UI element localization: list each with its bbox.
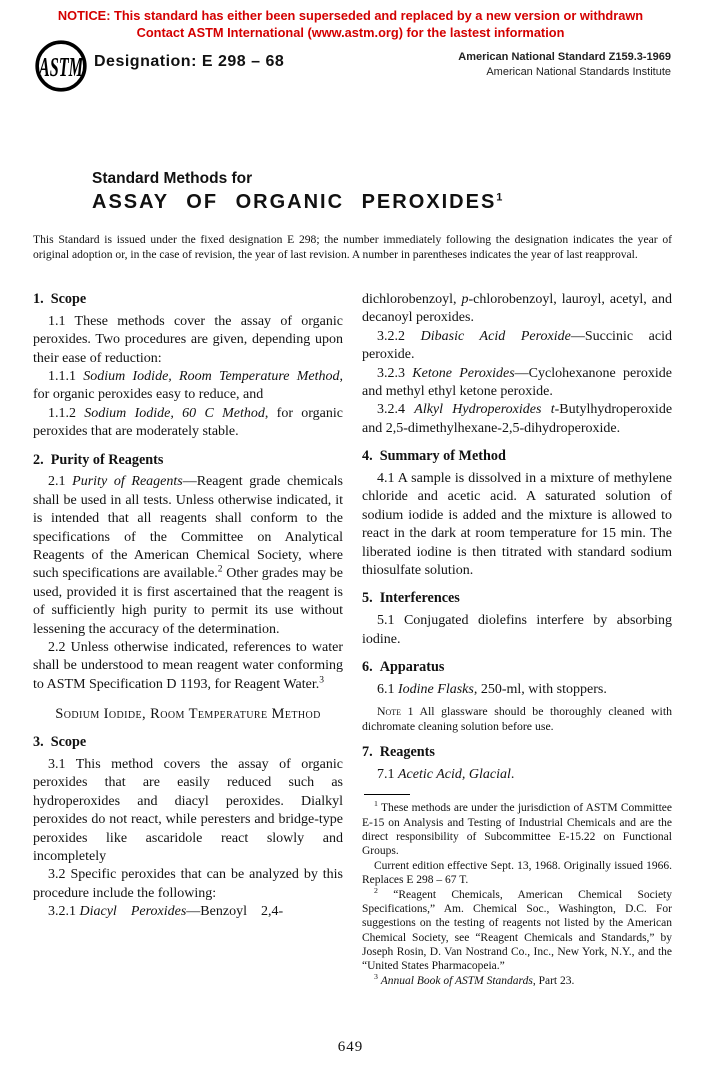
title-block [92, 170, 502, 214]
paragraph-6-1: 6.1 Iodine Flasks, 250-ml, with stoppers. [377, 681, 607, 697]
footnote-2: $^2$ “Reagent Chemicals, American Chemical Society Specifications,” Am. Chemical Soc., Washington, D.C. For suggestions on the testing of reagents not listed by the American Chemical Society, see “Reagent Chemicals and Standards,” by Joseph Rosin, D. Van Nostrand Co., Inc., New York, N.Y., and the “United States Pharmacopeia.” [362, 885, 672, 973]
paragraph-3-2-1-continued: dichlorobenzoyl, p-chlorobenzoyl, lauroyl, acetyl, and decanoyl peroxides. [362, 292, 672, 326]
svg-text:ASTM: ASTM [38, 51, 84, 83]
paragraph-3-2: 3.2 Specific peroxides that can be analyzed by this procedure include the following: [33, 867, 343, 901]
title-footnote-ref: 1 [496, 191, 503, 204]
designation-line [94, 53, 284, 71]
footnote-1-edition: Current edition effective Sept. 13, 1968. Originally issued 1966. Replaces E 298 – 67 T. [362, 859, 672, 887]
footnote-1: $^1$ These methods are under the jurisdiction of ASTM Committee E-15 on Analysis and Testing of Industrial Chemicals and are the direct responsibility of Subcommittee E-15.22 on Functional Groups. [362, 799, 672, 858]
note-1: Note 1 All glassware should be thoroughly cleaned with dichromate cleaning solution before use. [362, 704, 672, 734]
footnote-3: $^3$ Annual Book of ASTM Standards, Part 23. [374, 971, 575, 987]
paragraph-7-1: 7.1 Acetic Acid, Glacial. [377, 766, 515, 782]
section-heading-7-reagents: 7. Reagents [362, 744, 435, 761]
astm-logo-icon [34, 38, 88, 94]
paragraph-5-1: 5.1 Conjugated diolefins interfere by absorbing iodine. [362, 613, 672, 647]
page-number: 649 [337, 1039, 364, 1055]
paragraph-3-2-4: 3.2.4 Alkyl Hydroperoxides t-Butylhydroperoxide and 2,5-dimethylhexane-2,5-dihydroperoxide. [362, 402, 673, 436]
paragraph-1-1-1: 1.1.1 Sodium Iodide, Room Temperature Method, for organic peroxides easy to reduce, and [33, 368, 344, 403]
paragraph-3-2-3: 3.2.3 Ketone Peroxides—Cyclohexanone peroxide and methyl ethyl ketone peroxide. [362, 365, 673, 400]
astm-logo [34, 38, 88, 99]
section-heading-2-purity: 2. Purity of Reagents [33, 451, 164, 468]
issuance-statement: This Standard is issued under the fixed designation E 298; the number immediately following the designation indicates the year of original adoption or, in the case of revision, the year of last revision. A number in parentheses indicates the year of last reapproval. [33, 233, 672, 261]
paragraph-3-2-1: 3.2.1 Diacyl Peroxides—Benzoyl 2,4- [48, 904, 284, 920]
paragraph-2-2: 2.2 Unless otherwise indicated, references to water shall be understood to mean reagent water conforming to ASTM Specification D 1193, for Reagent Water.$^3$ [33, 640, 343, 692]
footnotes [362, 801, 672, 988]
left-column [33, 291, 343, 988]
paragraph-2-1: 2.1 Purity of Reagents—Reagent grade chemicals shall be used in all tests. Unless otherwise indicated, it is intended that all reagents shall conform to the specifications of the Committee on Analytical Reagents of the American Chemical Society, where such specifications are available.$^2$ Other grades may be used, provided it is first ascertained that the reagent is of sufficiently high purity to permit its use without lessening the accuracy of the determination. [33, 474, 344, 637]
ansi-reference [458, 50, 671, 81]
paragraph-4-1: 4.1 A sample is dissolved in a mixture of methylene chloride and acetic acid. A saturated solution of sodium iodide is added and the mixture is allowed to react in the dark at room temperature for 15 min. The liberated iodine is then titrated with standard sodium thiosulfate solution. [362, 471, 672, 579]
notice-line-2: Contact ASTM International (www.astm.org) for the lastest information [136, 24, 565, 40]
ansi-standard-number: American National Standard Z159.3-1969 [458, 51, 671, 63]
method-heading-sodium-iodide-room-temperature: Sodium Iodide, Room Temperature Method [55, 706, 321, 723]
section-heading-1-scope: 1. Scope [33, 291, 87, 307]
ansi-institute-name: American National Standards Institute [486, 66, 671, 79]
right-column [362, 291, 672, 988]
section-heading-4-summary: 4. Summary of Method [362, 448, 506, 465]
paragraph-3-2-2: 3.2.2 Dibasic Acid Peroxide—Succinic acid peroxide. [362, 328, 672, 363]
section-heading-3-scope: 3. Scope [33, 734, 87, 751]
paragraph-1-1-2: 1.1.2 Sodium Iodide, 60 C Method, for organic peroxides that are moderately stable. [33, 405, 343, 440]
title-kicker: Standard Methods for [92, 170, 253, 187]
footnote-divider [364, 794, 410, 795]
paragraph-3-1: 3.1 This method covers the assay of organic peroxides that are easily reduced such as hydroperoxides and diacyl peroxides. Dialkyl peroxides do not react, while peresters and bridge-type peroxides like ascaridole react slowly and incompletely [33, 756, 343, 864]
paragraph-1-1: 1.1 These methods cover the assay of organic peroxides. Two procedures are given, depending upon their ease of reduction: [33, 313, 343, 366]
supersession-notice [0, 8, 701, 42]
section-heading-5-interferences: 5. Interferences [362, 590, 460, 607]
designation-label: Designation: [94, 53, 197, 70]
notice-line-1: NOTICE: This standard has either been superseded and replaced by a new version or withdrawn [57, 8, 644, 23]
body-columns [33, 291, 672, 988]
designation-value: E 298 – 68 [201, 53, 285, 70]
page-title: ASSAY OF ORGANIC PEROXIDES$^1$ [92, 191, 503, 213]
section-heading-6-apparatus: 6. Apparatus [362, 659, 445, 675]
